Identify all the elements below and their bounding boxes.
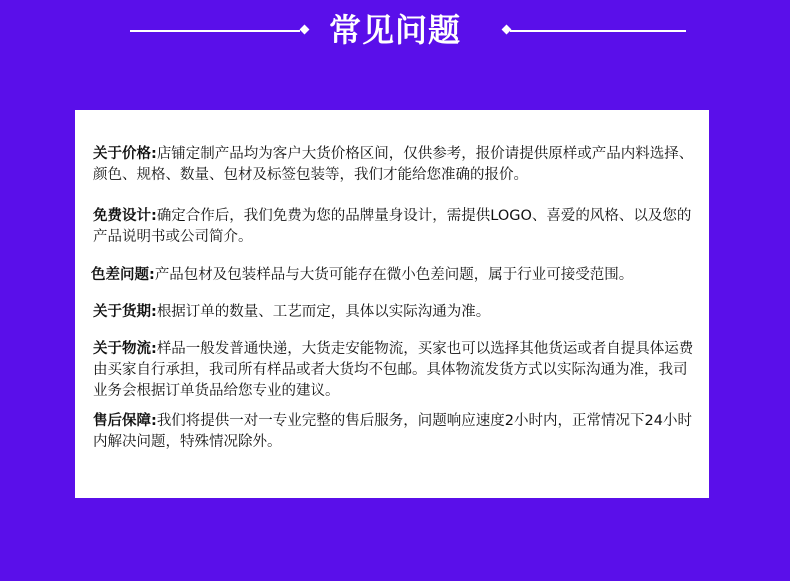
faq-answer: 根据订单的数量、工艺而定，具体以实际沟通为准。	[156, 304, 491, 320]
title-divider-right	[510, 30, 686, 32]
faq-question: 关于物流:	[93, 341, 157, 357]
faq-item-delivery	[93, 302, 699, 323]
page-header	[0, 0, 790, 64]
faq-question: 售后保障:	[93, 413, 157, 429]
faq-question: 色差问题:	[91, 267, 155, 283]
faq-question: 关于价格:	[93, 146, 157, 162]
faq-question: 关于货期:	[93, 304, 157, 320]
faq-answer: 确定合作后，我们免费为您的品牌量身设计，需提供LOGO、喜爱的风格、以及您的产品说明书或公司简介。	[93, 208, 692, 245]
faq-answer: 样品一般发普通快递，大货走安能物流，买家也可以选择其他货运或者自提具体运费由买家自行承担，我司所有样品或者大货均不包邮。具体物流发货方式以实际沟通为准，我司业务会根据订单货品给您专业的建议。	[93, 341, 694, 399]
faq-item-design	[93, 206, 699, 248]
faq-card	[75, 110, 709, 498]
faq-item-color	[91, 265, 697, 286]
faq-item-price	[93, 144, 699, 186]
faq-item-aftersales	[93, 411, 699, 453]
faq-item-logistics	[93, 339, 699, 402]
page-title: 常见问题	[328, 11, 461, 49]
faq-answer: 我们将提供一对一专业完整的售后服务，问题响应速度2小时内，正常情况下24小时内解决问题，特殊情况除外。	[93, 413, 692, 450]
faq-question: 免费设计:	[93, 208, 157, 224]
faq-answer: 店铺定制产品均为客户大货价格区间，仅供参考，报价请提供原样或产品内料选择、颜色、规格、数量、包材及标签包装等，我们才能给您准确的报价。	[93, 146, 694, 183]
faq-answer: 产品包材及包装样品与大货可能存在微小色差问题，属于行业可接受范围。	[154, 267, 634, 283]
